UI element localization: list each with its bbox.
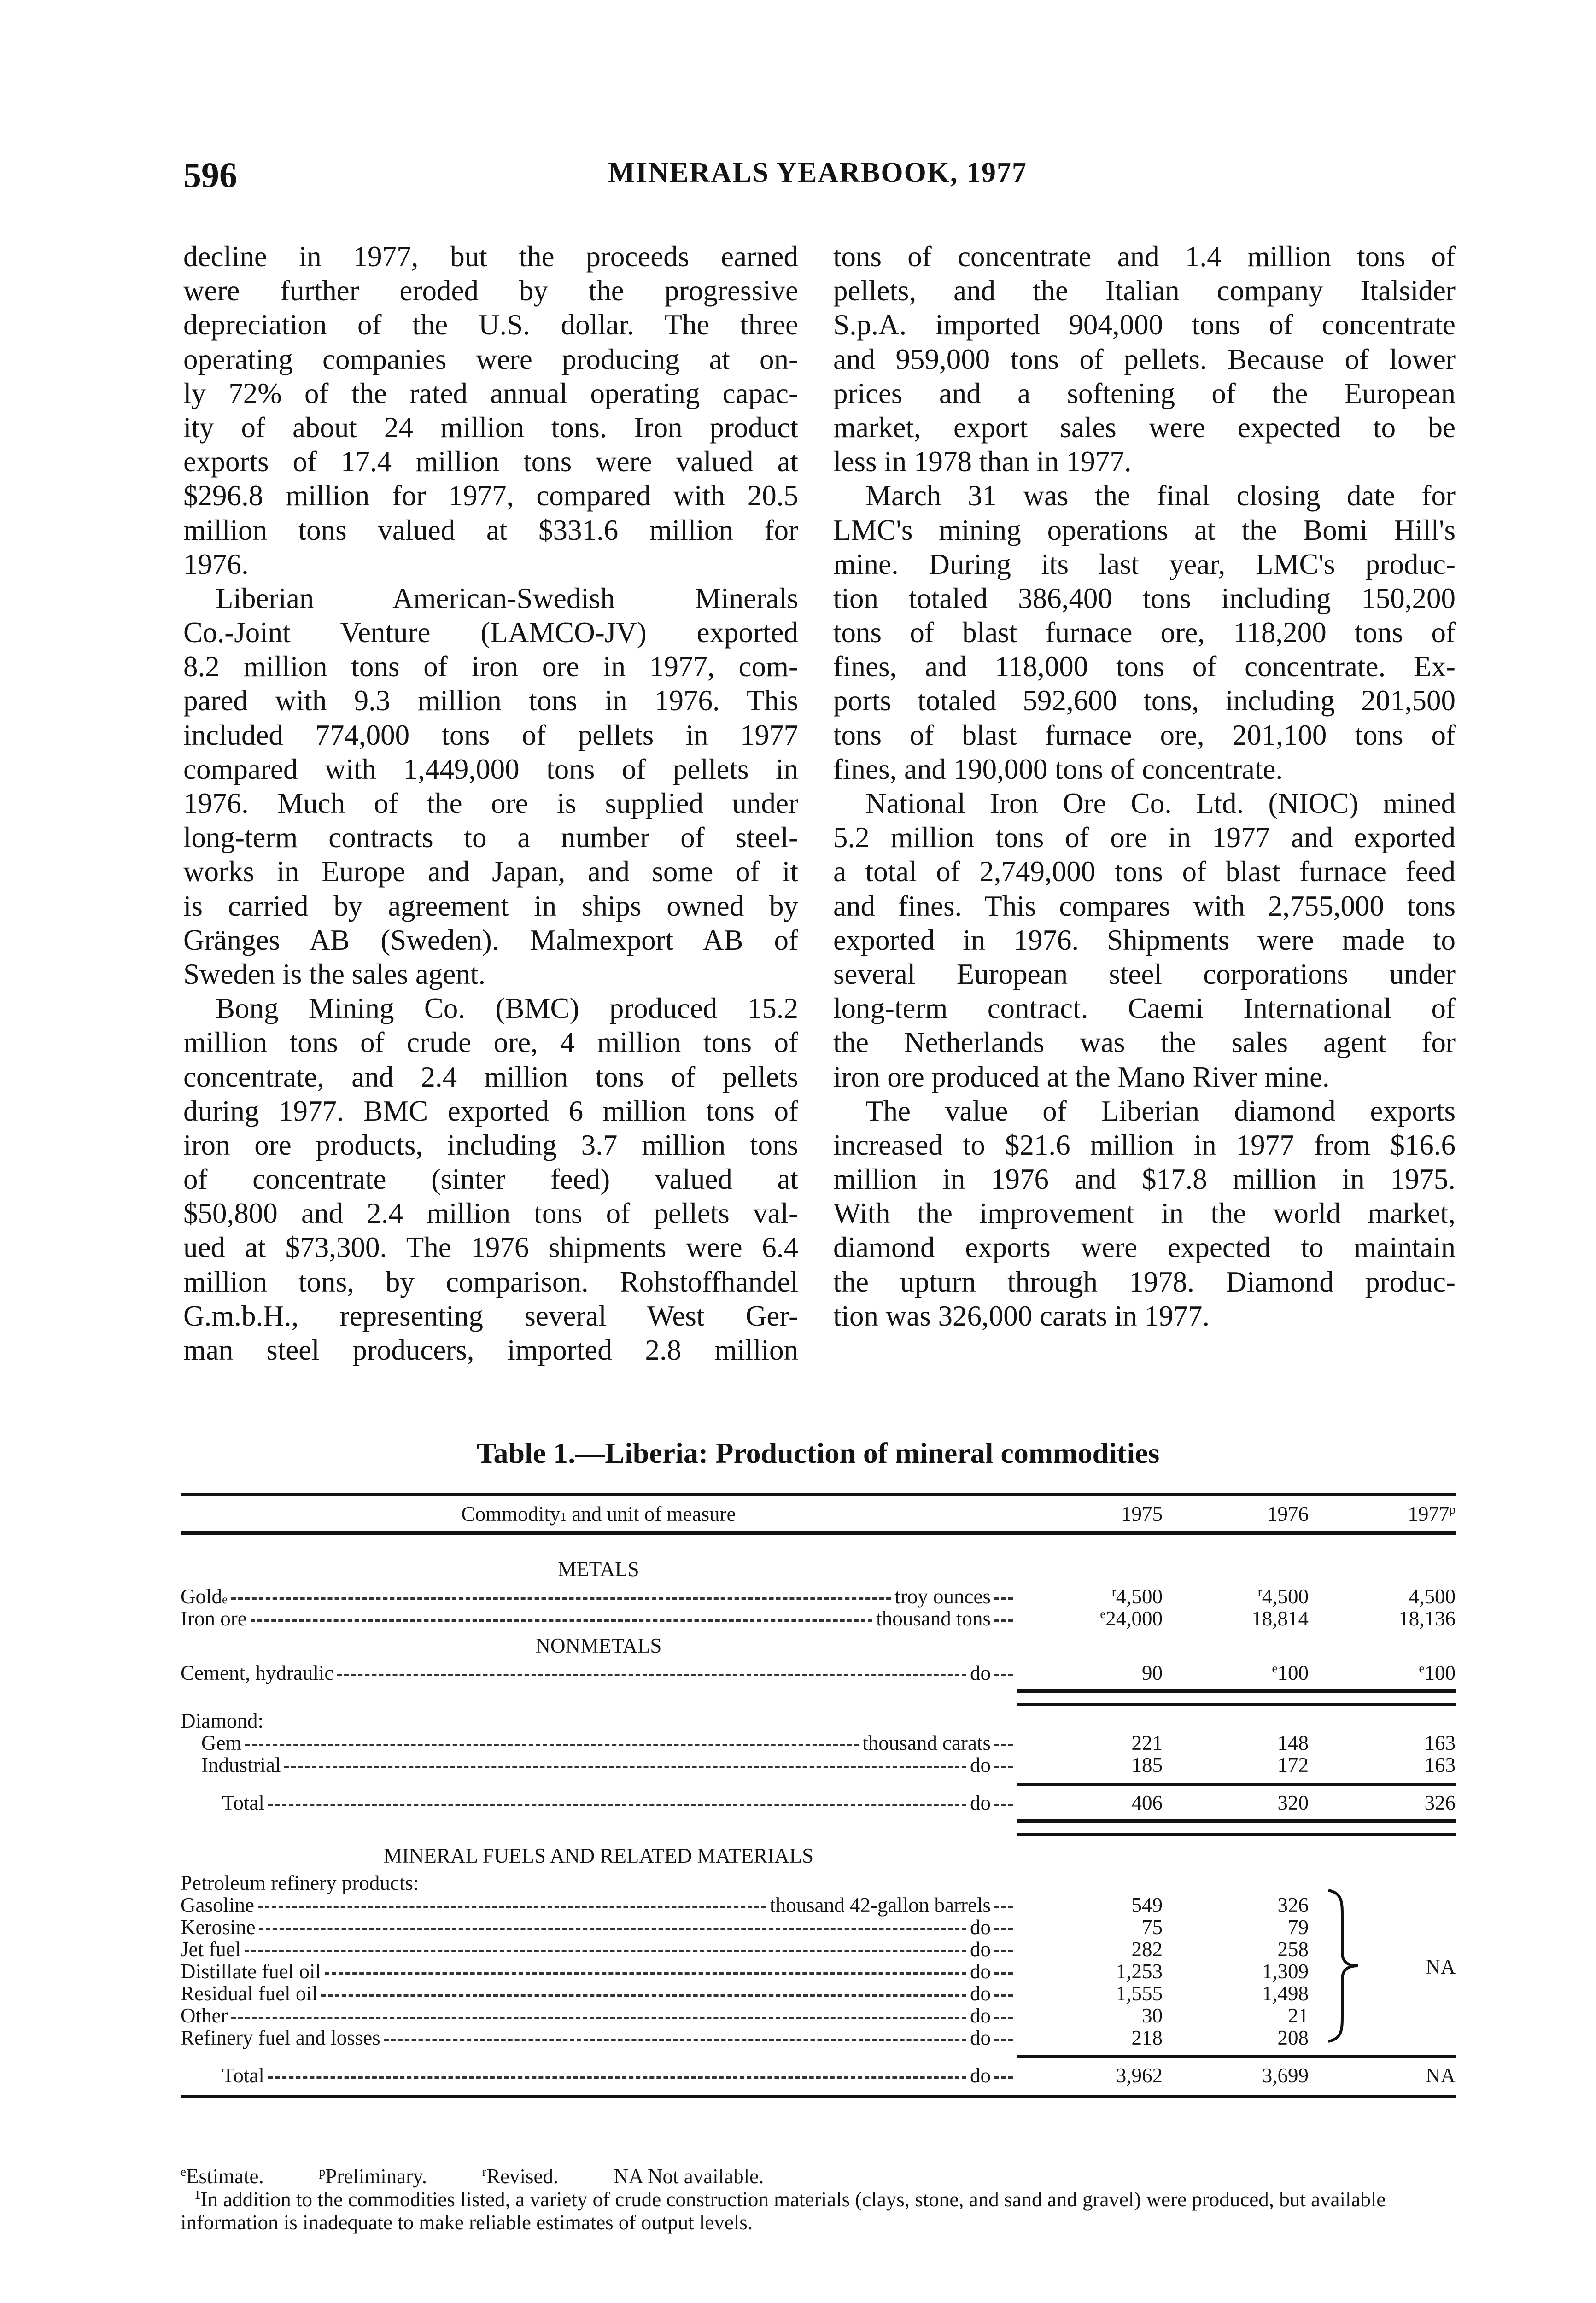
dot-leader [245, 1744, 859, 1746]
value: 221 [1131, 1731, 1163, 1754]
text-line: 1976. Much of the ore is supplied under [183, 787, 798, 819]
dot-leader [231, 1597, 891, 1600]
text-line: several European steel corporations under [833, 958, 1456, 990]
text-line: is carried by agreement in ships owned by [183, 889, 798, 922]
value-cell [1309, 1585, 1456, 1607]
text-line: were further eroded by the progressive [183, 275, 798, 307]
commodity-name: Refinery fuel and losses [181, 2026, 380, 2049]
column-header-1976 [1163, 1502, 1309, 1526]
dot-leader [325, 1972, 966, 1975]
unit-of-measure: do [970, 1754, 991, 1777]
text-line: concentrate, and 2.4 million tons of pellets [183, 1060, 798, 1093]
value: 24,000 [1105, 1607, 1163, 1630]
text-line: ports totaled 592,600 tons, including 201,500 [833, 684, 1456, 717]
text-line: National Iron Ore Co. Ltd. (NIOC) mined [865, 787, 1456, 819]
value-cell [1017, 2064, 1163, 2087]
table-row [181, 2005, 1456, 2027]
value-cell [1163, 1732, 1309, 1754]
value-cell [1163, 2027, 1309, 2049]
footnote-mark: p [319, 2164, 326, 2179]
value: 326 [1424, 1791, 1456, 1814]
text-line: iron ore products, including 3.7 million tons [183, 1128, 798, 1161]
dot-leader [321, 1994, 966, 1997]
text-line: included 774,000 tons of pellets in 1977 [183, 719, 798, 751]
commodity-name: Diamond: [181, 1709, 263, 1732]
table-row [181, 1710, 1456, 1732]
text-line: Liberian American-Swedish Minerals [216, 582, 798, 614]
text-line: million tons valued at $331.6 million for [183, 514, 798, 546]
text-column-left [183, 240, 798, 1367]
single-rule [181, 1776, 1456, 1792]
value-cell [1017, 1938, 1163, 1960]
dot-leader [994, 2017, 1013, 2019]
unit-of-measure: do [970, 2064, 991, 2087]
unit-of-measure: thousand 42-gallon barrels [770, 1894, 991, 1917]
text-line: $296.8 million for 1977, compared with 20.5 [183, 479, 798, 512]
footnote-mark: 1 [194, 2187, 201, 2202]
table-row [181, 2027, 1456, 2049]
value: 100 [1424, 1661, 1456, 1684]
value: 75 [1142, 1916, 1163, 1939]
unit-of-measure: do [970, 1938, 991, 1961]
value-cell [1017, 1916, 1163, 1938]
year: 1976 [1267, 1502, 1309, 1526]
symbol-note [319, 2165, 455, 2188]
row-label: Gold e troy ounces [181, 1585, 1017, 1607]
dot-leader [994, 1994, 1013, 1997]
value: 549 [1131, 1894, 1163, 1917]
value-cell [1163, 1982, 1309, 2005]
value: 100 [1277, 1661, 1309, 1684]
unit-of-measure: thousand tons [876, 1607, 991, 1630]
row-label [181, 1916, 1017, 1938]
commodity-name: Gasoline [181, 1894, 254, 1917]
row-label [181, 1982, 1017, 2005]
brace-path [1328, 1890, 1358, 2041]
symbol-text: Preliminary. [325, 2165, 427, 2188]
section-heading: MINERAL FUELS AND RELATED MATERIALS [383, 1844, 814, 1867]
value-cell [1163, 1938, 1309, 1960]
commodity-name: Total [222, 1791, 264, 1814]
double-rule [181, 1684, 1456, 1710]
merged-value-1977: NA [1426, 1955, 1456, 1978]
value: 172 [1277, 1754, 1309, 1777]
value: 218 [1131, 2026, 1163, 2049]
text-line: fines, and 118,000 tons of concentrate. Ex- [833, 650, 1456, 683]
dot-leader [231, 2017, 966, 2019]
rule-line [1017, 1819, 1456, 1836]
dot-leader [268, 2076, 966, 2079]
text-line: 5.2 million tons of ore in 1977 and exported [833, 821, 1456, 854]
text-line: long-term contracts to a number of steel- [183, 821, 798, 854]
dot-leader [994, 1972, 1013, 1975]
text-line: $50,800 and 2.4 million tons of pellets val- [183, 1197, 798, 1230]
table-body [181, 1553, 1456, 2087]
page-number: 596 [183, 155, 237, 195]
value-cell [1017, 1792, 1163, 1814]
text-line: depreciation of the U.S. dollar. The three [183, 309, 798, 341]
row-label [181, 1607, 1017, 1630]
dot-leader [245, 1950, 966, 1952]
symbol-text: NA Not available. [614, 2165, 764, 2188]
paragraph [183, 991, 798, 1367]
unit-of-measure: do [970, 1916, 991, 1939]
value: 3,962 [1116, 2064, 1163, 2087]
value: 148 [1277, 1731, 1309, 1754]
text-line: tons of blast furnace ore, 118,200 tons of [833, 616, 1456, 649]
footnote-mark: e [1272, 1661, 1278, 1675]
row-label [181, 1960, 1017, 1982]
table-bottom-rule [181, 2095, 1456, 2098]
text-line: market, export sales were expected to be [833, 411, 1456, 444]
single-rule [181, 2049, 1456, 2064]
symbol-note [614, 2165, 791, 2188]
value-cell [1163, 1792, 1309, 1814]
value-cell [1163, 1585, 1309, 1607]
text-line: Gränges AB (Sweden). Malmexport AB of [183, 924, 798, 956]
spacer [181, 1814, 1017, 1840]
commodity-name: Total [222, 2064, 264, 2087]
footnote-mark: e [181, 2164, 186, 2179]
text-line: and fines. This compares with 2,755,000 tons [833, 889, 1456, 922]
commodity-name: Gold [181, 1585, 222, 1608]
value-cell [1163, 1960, 1309, 1982]
commodity-name: Iron ore [181, 1607, 247, 1630]
text-line: and 959,000 tons of pellets. Because of lower [833, 343, 1456, 375]
value-cell [1017, 1585, 1163, 1607]
dot-leader [284, 1766, 966, 1768]
value: 1,498 [1262, 1982, 1309, 2005]
text-line: 8.2 million tons of iron ore in 1977, com- [183, 650, 798, 683]
value-cell [1017, 2005, 1163, 2027]
rule-line [1017, 1783, 1456, 1792]
text-line: With the improvement in the world market, [833, 1197, 1456, 1230]
value-cell [1163, 2005, 1309, 2027]
footnote-mark: r [482, 2164, 486, 2179]
value: 1,309 [1262, 1960, 1309, 1983]
text-line: tons of blast furnace ore, 201,100 tons of [833, 719, 1456, 751]
text-line: exported in 1976. Shipments were made to [833, 924, 1456, 956]
table-row [181, 1894, 1456, 1916]
row-label [181, 2027, 1017, 2049]
text-line: of concentrate (sinter feed) valued at [183, 1163, 798, 1196]
value-cell [1163, 1916, 1309, 1938]
text-line: iron ore produced at the Mano River mine. [833, 1060, 1330, 1093]
text-line: works in Europe and Japan, and some of it [183, 855, 798, 888]
value: 79 [1288, 1916, 1309, 1939]
table-row [181, 1732, 1456, 1754]
section-heading: NONMETALS [535, 1634, 662, 1657]
symbol-note [181, 2165, 292, 2188]
table-row [181, 1960, 1456, 1982]
text-line: G.m.b.H., representing several West Ger- [183, 1299, 798, 1332]
value: NA [1426, 2064, 1456, 2087]
row-label [181, 1792, 1017, 1814]
year: 1977 [1408, 1502, 1450, 1526]
symbol-note [482, 2165, 586, 2188]
dot-leader [258, 1906, 766, 1908]
dot-leader [994, 2039, 1013, 2041]
row-label [181, 1732, 1017, 1754]
table-row [181, 2064, 1456, 2087]
unit-of-measure: do [970, 2004, 991, 2027]
table-row [181, 1938, 1456, 1960]
text-line: ity of about 24 million tons. Iron product [183, 411, 798, 444]
text-line: man steel producers, imported 2.8 million [183, 1334, 798, 1366]
footnote-mark: r [1111, 1584, 1116, 1599]
value: 4,500 [1262, 1585, 1309, 1608]
dot-leader [994, 1804, 1013, 1806]
text-line: mine. During its last year, LMC's produc- [833, 548, 1456, 580]
table-row [181, 1982, 1456, 2005]
row-label [181, 1710, 1017, 1732]
commodity-name: Jet fuel [181, 1938, 241, 1961]
value-cell [1309, 1662, 1456, 1684]
text-line: the Netherlands was the sales agent for [833, 1026, 1456, 1059]
commodity-name: Petroleum refinery products: [181, 1871, 419, 1894]
paragraph [183, 240, 798, 581]
text-line: tion was 326,000 carats in 1977. [833, 1299, 1210, 1332]
value-cell [1309, 1732, 1456, 1754]
footnote-mark: r [1257, 1584, 1262, 1599]
text-line: Sweden is the sales agent. [183, 958, 486, 990]
value-cell [1017, 1662, 1163, 1684]
text-line: less in 1978 than in 1977. [833, 445, 1132, 478]
column-header-commodity: Commodity 1 and unit of measure [461, 1502, 736, 1526]
value-cell [1163, 1894, 1309, 1916]
value: 320 [1277, 1791, 1309, 1814]
double-rule [181, 1814, 1456, 1840]
table-row [181, 1754, 1456, 1776]
value: 1,555 [1116, 1982, 1163, 2005]
value: 3,699 [1262, 2064, 1309, 2087]
table-title: Table 1.—Liberia: Production of mineral commodities [476, 1437, 1160, 1469]
spacer [181, 1684, 1017, 1710]
unit-of-measure: do [970, 1661, 991, 1684]
value-cell [1309, 1754, 1456, 1776]
text-line: operating companies were producing at on- [183, 343, 798, 375]
text-line: pellets, and the Italian company Italsider [833, 275, 1456, 307]
table-footnotes [181, 2165, 1456, 2234]
text-line: long-term contract. Caemi International of [833, 992, 1456, 1025]
spacer [181, 2049, 1017, 2064]
text-line: tons of concentrate and 1.4 million tons of [833, 240, 1456, 273]
right-brace-icon [1324, 1888, 1393, 2043]
row-label [181, 1872, 1017, 1894]
paragraph [833, 479, 1456, 786]
table-row [181, 1607, 1456, 1630]
footnote-1 [181, 2188, 1456, 2234]
value: 18,814 [1251, 1607, 1309, 1630]
value-cell [1017, 1607, 1163, 1630]
unit-of-measure: do [970, 2026, 991, 2049]
table-row [181, 1585, 1456, 1607]
text-line: million tons of crude ore, 4 million tons of [183, 1026, 798, 1059]
commodity-name: Distillate fuel oil [181, 1960, 321, 1983]
value-cell [1163, 1754, 1309, 1776]
dot-leader [337, 1674, 966, 1676]
section-heading: METALS [558, 1558, 639, 1581]
dot-leader [251, 1619, 873, 1622]
spacer [181, 1776, 1017, 1792]
rule-line [1017, 2055, 1456, 2064]
commodity-name: Residual fuel oil [181, 1982, 318, 2005]
value: 21 [1288, 2004, 1309, 2027]
value: 1,253 [1116, 1960, 1163, 1983]
unit-of-measure: do [970, 1960, 991, 1983]
text-line: 1976. [183, 548, 249, 580]
text-line: exports of 17.4 million tons were valued at [183, 445, 798, 478]
dot-leader [994, 1928, 1013, 1930]
row-label [181, 1754, 1017, 1776]
rule-line [1017, 1689, 1456, 1706]
text-line: the upturn through 1978. Diamond produc- [833, 1265, 1456, 1298]
table-row [181, 1662, 1456, 1684]
unit-of-measure: do [970, 1791, 991, 1814]
value-cell [1017, 2027, 1163, 2049]
header-label: Commodity [461, 1502, 561, 1526]
text-line: million in 1976 and $17.8 million in 1975. [833, 1163, 1456, 1196]
unit-of-measure: troy ounces [894, 1585, 991, 1608]
text-line: The value of Liberian diamond exports [865, 1094, 1456, 1127]
dot-leader [994, 1674, 1013, 1676]
text-line: pared with 9.3 million tons in 1976. This [183, 684, 798, 717]
commodity-name: Gem [201, 1731, 242, 1754]
paragraph [833, 1094, 1456, 1333]
table-header-row [181, 1493, 1456, 1535]
footnote-text: In addition to the commodities listed, a variety of crude construction materials (clays, stone, and sand and gravel) were produced, but available information is inadequate to make reliable estimates of output levels. [181, 2188, 1386, 2234]
dot-leader [994, 1906, 1013, 1908]
value-cell [1017, 1894, 1163, 1916]
value-cell [1017, 1754, 1163, 1776]
value: 4,500 [1116, 1585, 1163, 1608]
text-line: Co.-Joint Venture (LAMCO-JV) exported [183, 616, 798, 649]
paragraph [183, 581, 798, 991]
value-cell [1309, 2064, 1456, 2087]
row-label [181, 2064, 1017, 2087]
text-line: S.p.A. imported 904,000 tons of concentrate [833, 309, 1456, 341]
production-table [181, 1493, 1456, 2098]
value: 30 [1142, 2004, 1163, 2027]
value: 4,500 [1409, 1585, 1456, 1608]
text-line: ly 72% of the rated annual operating capac- [183, 377, 798, 409]
dot-leader [994, 2076, 1013, 2079]
row-label [181, 1938, 1017, 1960]
text-column-right [833, 240, 1456, 1333]
dot-leader [268, 1804, 966, 1806]
text-line: million tons, by comparison. Rohstoffhandel [183, 1265, 798, 1298]
text-line: tion totaled 386,400 tons including 150,200 [833, 582, 1456, 614]
text-line: prices and a softening of the European [833, 377, 1456, 409]
unit-of-measure: thousand carats [862, 1731, 991, 1754]
value-cell [1163, 1607, 1309, 1630]
row-group [181, 1894, 1456, 2049]
row-label [181, 1662, 1017, 1684]
commodity-name: Industrial [201, 1754, 281, 1777]
value: 18,136 [1398, 1607, 1456, 1630]
text-line: LMC's mining operations at the Bomi Hill's [833, 514, 1456, 546]
table-row [181, 1872, 1456, 1894]
dot-leader [994, 1744, 1013, 1746]
value: 208 [1277, 2026, 1309, 2049]
symbol-legend [181, 2165, 1456, 2188]
footnote-mark: e [1100, 1607, 1106, 1621]
text-line: diamond exports were expected to maintain [833, 1231, 1456, 1264]
commodity-name: Cement, hydraulic [181, 1661, 334, 1684]
value: 163 [1424, 1754, 1456, 1777]
dot-leader [259, 1928, 966, 1930]
dot-leader [994, 1766, 1013, 1768]
value-cell [1163, 1662, 1309, 1684]
text-line: fines, and 190,000 tons of concentrate. [833, 753, 1283, 785]
text-line: ued at $73,300. The 1976 shipments were 6.4 [183, 1231, 798, 1264]
symbol-text: Revised. [486, 2165, 559, 2188]
value: 258 [1277, 1938, 1309, 1961]
header-label-rest: and unit of measure [572, 1502, 736, 1526]
year: 1975 [1121, 1502, 1163, 1526]
dot-leader [994, 1619, 1013, 1622]
value: 163 [1424, 1731, 1456, 1754]
value-cell [1017, 1960, 1163, 1982]
unit-of-measure: do [970, 1982, 991, 2005]
value-cell [1017, 1732, 1163, 1754]
text-line: increased to $21.6 million in 1977 from $16.6 [833, 1128, 1456, 1161]
row-label [181, 1894, 1017, 1916]
value: 90 [1142, 1661, 1163, 1684]
text-line: Bong Mining Co. (BMC) produced 15.2 [216, 992, 798, 1025]
value: 406 [1131, 1791, 1163, 1814]
value-cell [1163, 2064, 1309, 2087]
symbol-text: Estimate. [186, 2165, 264, 2188]
column-header-1975 [1017, 1502, 1163, 1526]
value-cell [1309, 1792, 1456, 1814]
text-line: decline in 1977, but the proceeds earned [183, 240, 798, 273]
text-line: a total of 2,749,000 tons of blast furnace feed [833, 855, 1456, 888]
value: 282 [1131, 1938, 1163, 1961]
table-row [181, 1916, 1456, 1938]
commodity-name: Kerosine [181, 1916, 256, 1939]
value-cell [1017, 1982, 1163, 2005]
footnote-mark: e [1419, 1661, 1425, 1675]
value: 326 [1277, 1894, 1309, 1917]
running-title: MINERALS YEARBOOK, 1977 [608, 157, 1028, 188]
value-cell [1309, 1607, 1456, 1630]
dot-leader [994, 1597, 1013, 1600]
footnote-mark: p [1449, 1502, 1456, 1516]
dot-leader [384, 2039, 966, 2041]
paragraph [833, 786, 1456, 1094]
table-row [181, 1792, 1456, 1814]
text-line: compared with 1,449,000 tons of pellets in [183, 753, 798, 785]
paragraph [833, 240, 1456, 479]
text-line: during 1977. BMC exported 6 million tons of [183, 1094, 798, 1127]
column-header-1977 [1309, 1502, 1456, 1526]
dot-leader [994, 1950, 1013, 1952]
text-line: March 31 was the final closing date for [865, 479, 1456, 512]
value: 185 [1131, 1754, 1163, 1777]
commodity-name: Other [181, 2004, 228, 2027]
row-label [181, 2005, 1017, 2027]
